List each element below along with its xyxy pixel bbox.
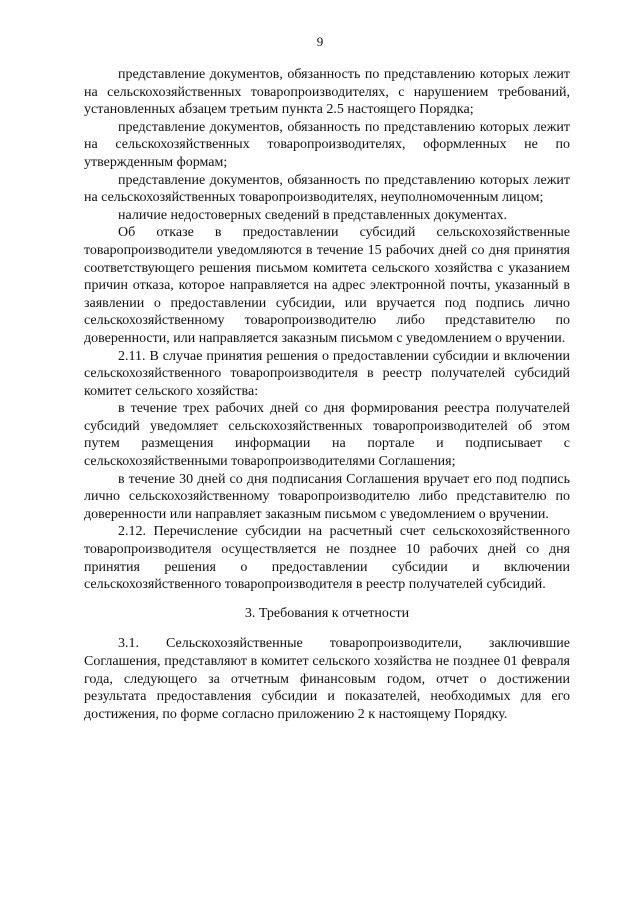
section-title: 3. Требования к отчетности (244, 605, 410, 621)
paragraph: 2.11. В случае принятия решения о предоставлении субсидии и включении сельскохозяйственного товаропроизводителя в реестр получателей субсидий комитет сельского хозяйства: (84, 348, 570, 399)
paragraph: наличие недостоверных сведений в представленных документах. (118, 207, 508, 223)
paragraph: в течение 30 дней со дня подписания Соглашения вручает его под подпись лично сельскохозяйственному товаропроизводителю либо представителю по доверенности или направляет заказным письмом с уведомлением о вручении. (84, 471, 570, 522)
paragraph: Об отказе в предоставлении субсидий сельскохозяйственные товаропроизводители уведомляются в течение 15 рабочих дней со дня принятия соответствующего решения письмом комитета сельского хозяйства с указанием причин отказа, которое направляется на адрес электронной почты, указанный в заявлении о предоставлении субсидии, или вручается под подпись лично сельскохозяйственному товаропроизводителю либо представителю по доверенности, или направляется заказным письмом с уведомлением о вручении. (84, 225, 570, 346)
paragraph: представление документов, обязанность по представлению которых лежит на сельскохозяйственных товаропроизводителях, неуполномоченным лицом; (84, 172, 570, 206)
page-number: 9 (316, 34, 324, 49)
paragraph: представление документов, обязанность по представлению которых лежит на сельскохозяйственных товаропроизводителях, оформленных не по утвержденным формам; (84, 119, 570, 170)
paragraph: 2.12. Перечисление субсидии на расчетный счет сельскохозяйственного товаропроизводителя осуществляется не позднее 10 рабочих дней со дня принятия решения о предоставлении субсидии и включении сельскохозяйственного товаропроизводителя в реестр получателей субсидий. (84, 524, 570, 593)
body-text (84, 66, 570, 723)
paragraph: представление документов, обязанность по представлению которых лежит на сельскохозяйственных товаропроизводителях, с нарушением требований, установленных абзацем третьим пункта 2.5 настоящего Порядка; (84, 67, 570, 118)
paragraph: 3.1. Сельскохозяйственные товаропроизводители, заключившие Соглашения, представляют в комитет сельского хозяйства не позднее 01 февраля года, следующего за отчетным финансовым годом, отчет о достижении результата предоставления субсидии и показателей, необходимых для его достижения, по форме согласно приложению 2 к настоящему Порядку. (84, 636, 570, 722)
paragraph: в течение трех рабочих дней со дня формирования реестра получателей субсидий уведомляет сельскохозяйственных товаропроизводителей об этом путем размещения информации на портале и подписывает с сельскохозяйственными товаропроизводителями Соглашения; (84, 401, 570, 470)
